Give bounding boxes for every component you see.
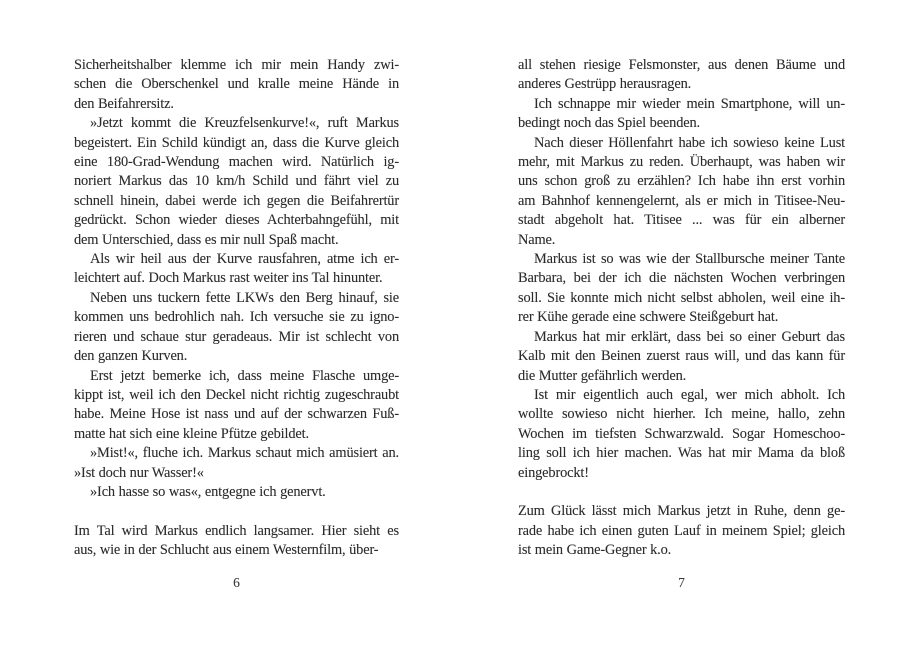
text-line: stadt abgeholt hat. Titisee ... was für ein alberner: [518, 212, 845, 229]
text-line: Sicherheitshalber klemme ich mir mein Handy zwi-: [74, 57, 399, 73]
paragraph: [74, 444, 399, 483]
paragraph: [74, 250, 399, 289]
text-line: gedrückt. Schon wieder dieses Achterbahngefühl, mit: [74, 212, 399, 229]
text-line: Ich schnappe mir wieder mein Smartphone, will un-: [534, 95, 845, 112]
text-line: all stehen riesige Felsmonster, aus denen Bäume und: [518, 57, 845, 73]
paragraph: [74, 522, 399, 561]
paragraph: [74, 56, 399, 114]
paragraph: [518, 250, 845, 328]
text-line: rer Kühe gerade eine schwere Steißgeburt hat.: [518, 309, 779, 326]
paragraph: [518, 134, 845, 250]
text-line: am Bahnhof kennengelernt, als er mich in Titisee-Neu-: [518, 192, 845, 209]
text-line: Barbara, bei der ich die nächsten Wochen verbringen: [518, 270, 845, 287]
text-line: bedingt noch das Spiel beenden.: [518, 115, 700, 132]
text-line: Neben uns tuckern fette LKWs den Berg hinauf, sie: [90, 289, 399, 306]
text-line: »Mist!«, fluche ich. Markus schaut mich amüsiert an.: [90, 445, 399, 462]
paragraph: [518, 95, 845, 134]
text-line: Zum Glück lässt mich Markus jetzt in Ruhe, denn ge-: [518, 503, 845, 520]
paragraph: [518, 56, 845, 95]
text-line: schen die Oberschenkel und kralle meine Hände in: [74, 76, 399, 93]
text-line: Ist mir eigentlich auch egal, wer mich abholt. Ich: [534, 386, 845, 403]
text-line: ling soll ich hier machen. Was hat mir Mama da bloß: [518, 445, 845, 462]
text-line: Markus ist so was wie der Stallbursche meiner Tante: [534, 251, 845, 268]
text-line: Wochen im tiefsten Schwarzwald. Sogar Homeschoo-: [518, 425, 845, 442]
paragraph: [518, 502, 845, 560]
text-line: begeistert. Ein Schild kündigt an, dass die Kurve gleich: [74, 134, 399, 151]
paragraph: [74, 483, 399, 502]
paragraph: [74, 289, 399, 367]
text-line: matte hat sich eine kleine Pfütze gebildet.: [74, 425, 309, 442]
paragraph: [74, 367, 399, 445]
text-line: aus, wie in der Schlucht aus einem Westernfilm, über-: [74, 542, 379, 559]
page-number-right: 7: [678, 575, 685, 590]
text-line: Im Tal wird Markus endlich langsamer. Hier sieht es: [74, 522, 399, 539]
text-line: soll. Sie konnte mich nicht selbst abholen, weil eine ih-: [518, 289, 845, 306]
text-line: wollte sowieso nicht hierher. Ich meine, hallo, zehn: [518, 406, 845, 423]
text-line: eingebrockt!: [518, 464, 589, 481]
page-right-text: [518, 56, 845, 561]
text-line: Als wir heil aus der Kurve rausfahren, atme ich er-: [90, 251, 399, 268]
text-line: mehr, mit Markus zu reden. Überhaupt, was haben wir: [518, 154, 845, 171]
text-line: rieren und schaue stur geradeaus. Mir ist schlecht von: [74, 328, 399, 345]
text-line: Kalb mit den Beinen zuerst raus will, und das kann für: [518, 348, 845, 365]
text-line: schnell hinein, dabei werde ich gegen die Beifahrertür: [74, 192, 399, 209]
text-line: Nach dieser Höllenfahrt habe ich sowieso keine Lust: [534, 134, 845, 151]
text-line: habe. Meine Hose ist nass und auf der schwarzen Fuß-: [74, 406, 399, 423]
text-line: noriert Markus das 10 km/h Schild und fährt viel zu: [74, 173, 399, 190]
text-line: kippt ist, weil ich den Deckel nicht richtig zugeschraubt: [74, 386, 399, 403]
text-line: »Ist doch nur Wasser!«: [74, 464, 204, 481]
text-line: »Jetzt kommt die Kreuzfelsenkurve!«, ruft Markus: [90, 115, 399, 132]
text-line: den Beifahrersitz.: [74, 95, 174, 112]
text-line: ist mein Game-Gegner k.o.: [518, 542, 672, 559]
text-line: die Mutter gefährlich werden.: [518, 367, 687, 384]
page-left-text: [74, 56, 399, 561]
text-line: uns schon groß zu erzählen? Ich habe ihn erst vorhin: [518, 173, 845, 190]
text-line: Name.: [518, 231, 556, 248]
paragraph: [74, 114, 399, 250]
text-line: dem Unterschied, dass es mir null Spaß macht.: [74, 231, 339, 248]
page-number-left: 6: [233, 575, 240, 590]
text-line: »Ich hasse so was«, entgegne ich genervt.: [90, 483, 326, 500]
text-line: kommen uns bedrohlich nah. Ich versuche sie zu igno-: [74, 309, 399, 326]
text-line: anderes Gestrüpp herausragen.: [518, 76, 692, 93]
paragraph: [518, 328, 845, 386]
text-line: leichtert auf. Doch Markus rast weiter ins Tal hinunter.: [74, 270, 383, 287]
text-line: Erst jetzt bemerke ich, dass meine Flasche umge-: [90, 367, 399, 384]
text-line: den ganzen Kurven.: [74, 348, 188, 365]
text-line: eine 180-Grad-Wendung machen wird. Natürlich ig-: [74, 154, 399, 171]
text-line: Markus hat mir erklärt, dass bei so einer Geburt das: [534, 328, 845, 345]
paragraph: [518, 386, 845, 483]
text-line: rade habe ich einen guten Lauf in meinem Spiel; gleich: [518, 522, 845, 539]
